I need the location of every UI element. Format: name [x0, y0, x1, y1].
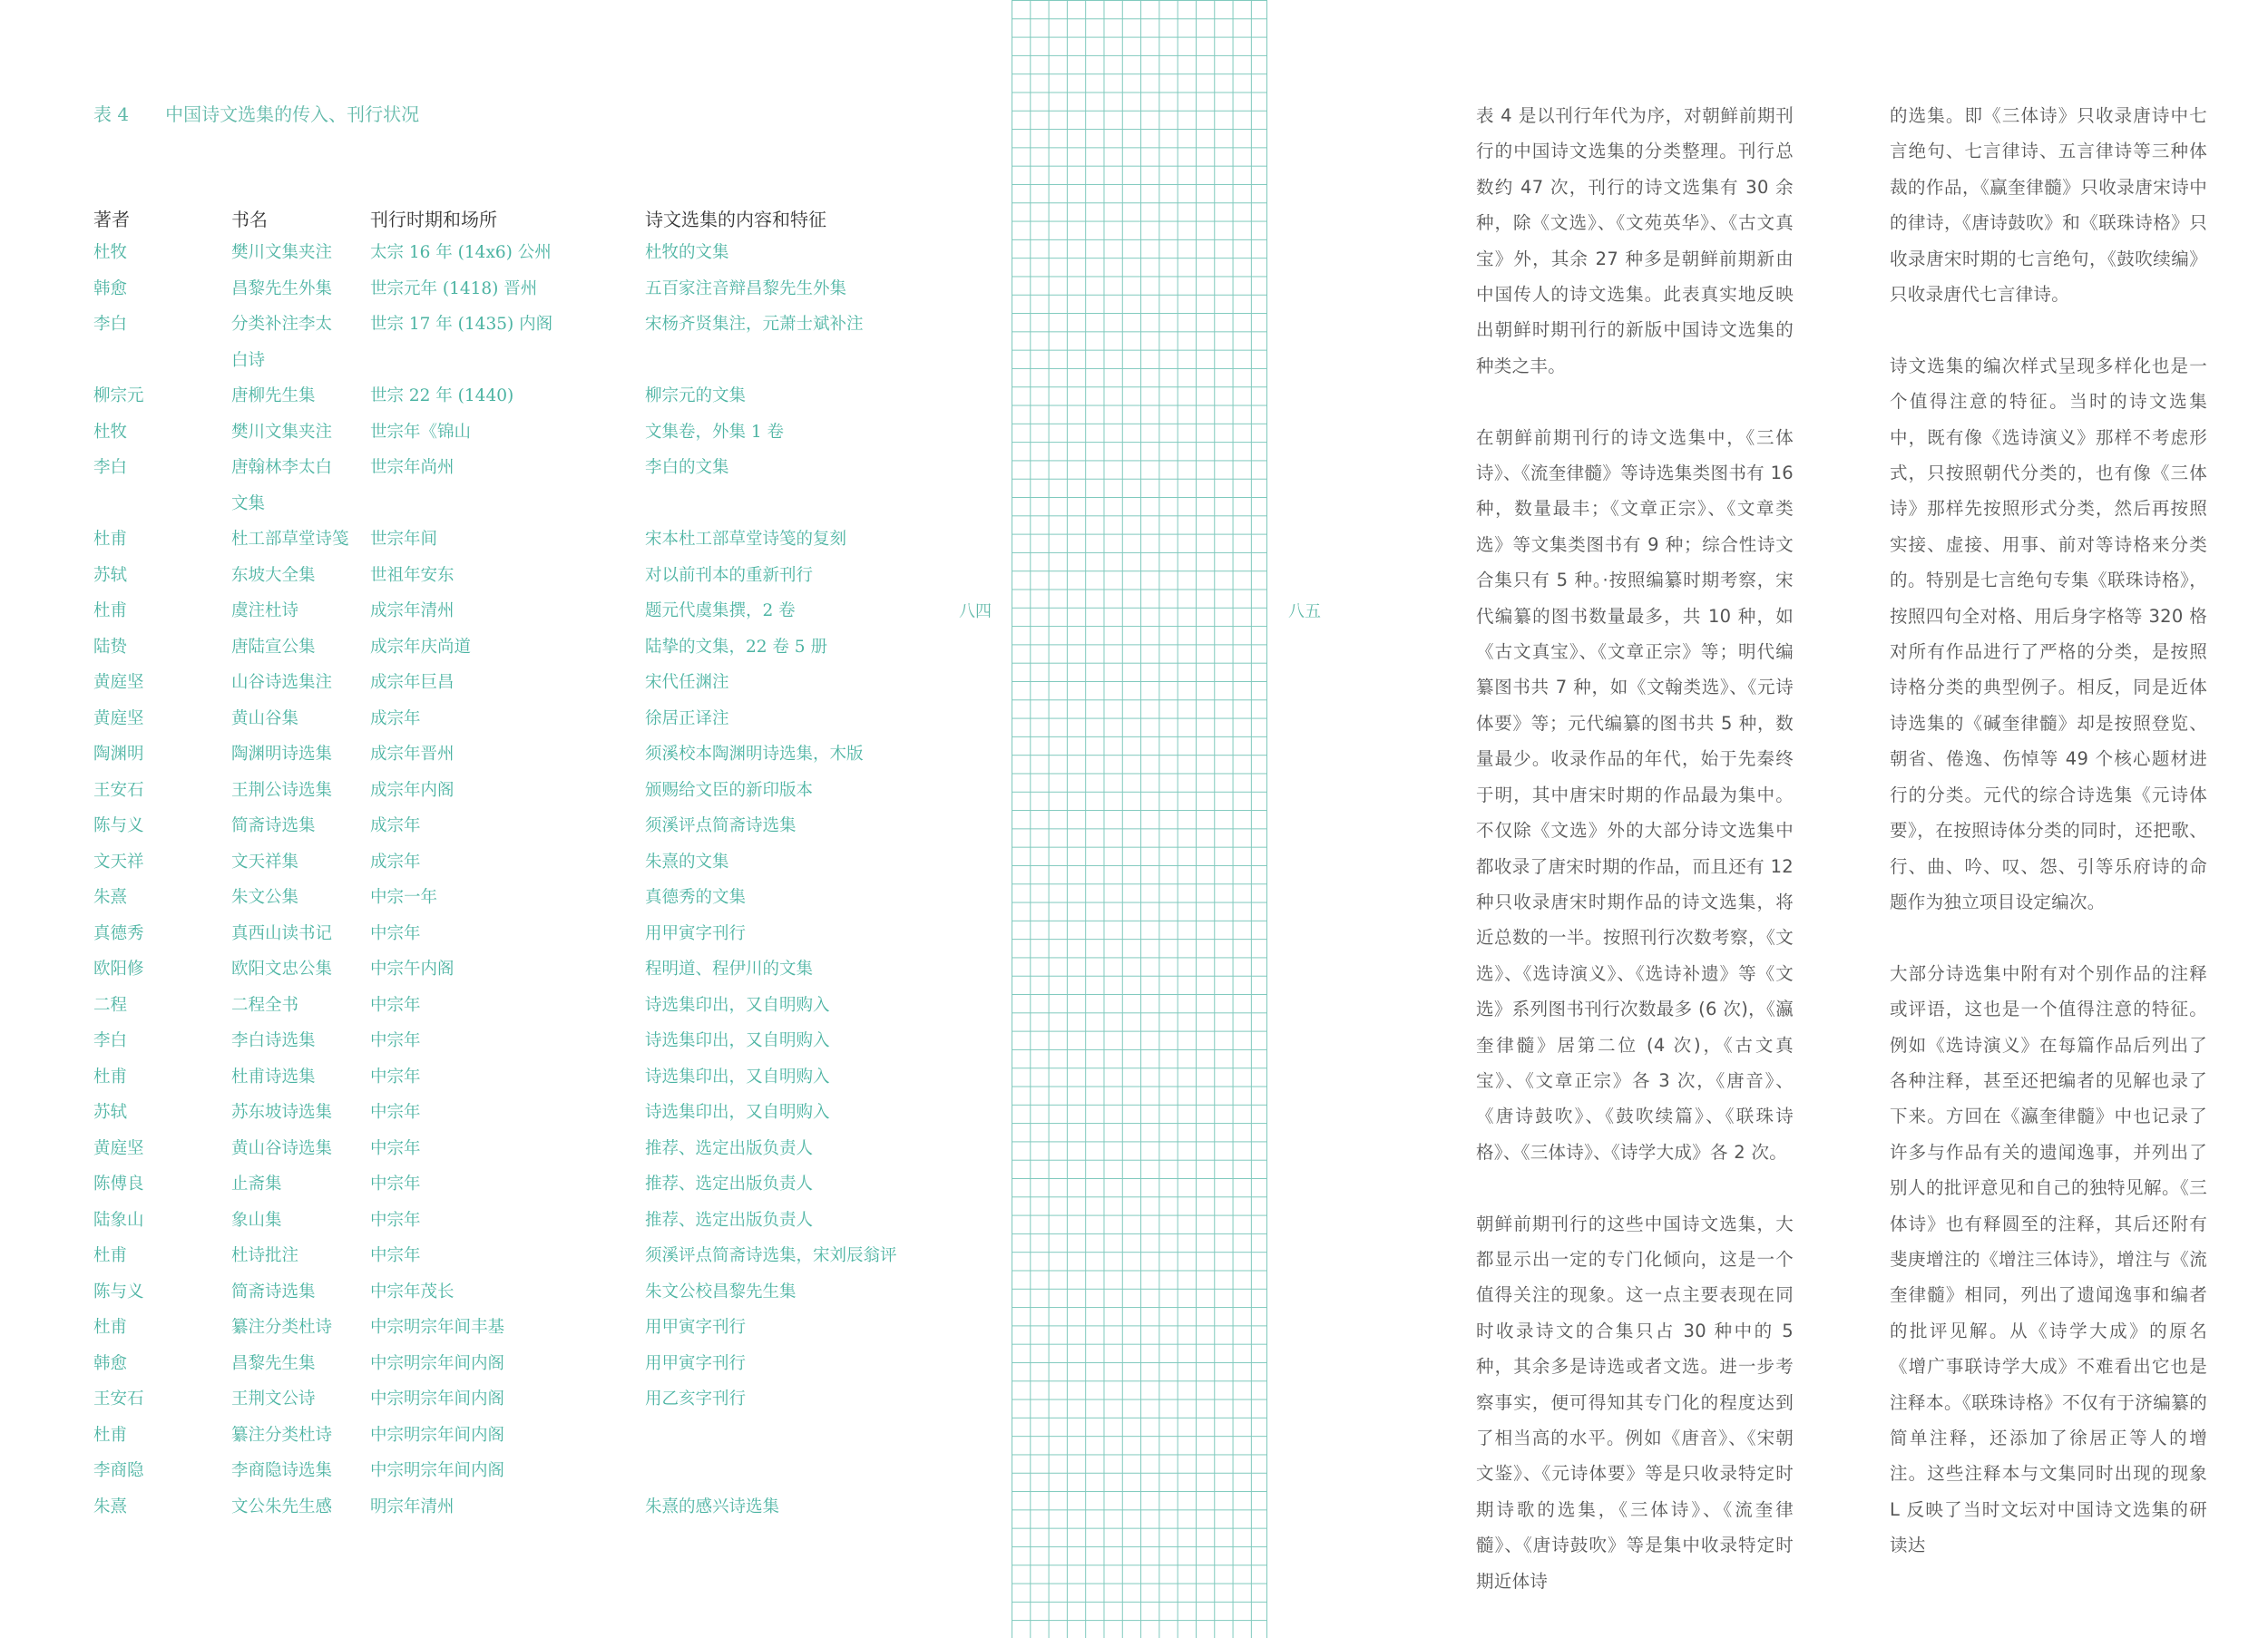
- table-row: [93, 421, 1001, 457]
- cell-date: 世宗元年 (1418) 晋州: [370, 278, 538, 298]
- cell-title: 虞注杜诗: [231, 601, 299, 620]
- cell-author: 陶渊明: [93, 745, 144, 764]
- cell-title: 简斋诗选集: [231, 816, 316, 835]
- table-row: [93, 1424, 1001, 1460]
- cell-date: 中宗一年: [370, 888, 438, 907]
- cell-title: 朱文公集: [231, 888, 299, 907]
- cell-date: 成宗年清州: [370, 601, 455, 620]
- cell-desc: 文集卷，外集 1 卷: [645, 422, 785, 442]
- header-date: 刊行时期和场所: [370, 209, 497, 230]
- cell-desc: 须溪评点简斋诗选集: [645, 816, 797, 835]
- cell-author: 陈与义: [93, 1282, 144, 1302]
- cell-date: 成宗年庆尚道: [370, 637, 472, 657]
- table-row: [93, 1281, 1001, 1317]
- cell-date: 中宗年茂长: [370, 1282, 455, 1302]
- cell-desc: 宋本杜工部草堂诗笺的复刻: [645, 530, 847, 549]
- cell-desc: 宋代任渊注: [645, 673, 729, 692]
- table-row: [93, 1209, 1001, 1245]
- cell-author: 韩愈: [93, 1353, 128, 1373]
- cell-title: 唐陆宣公集: [231, 637, 316, 657]
- cell-desc: 对以前刊本的重新刊行: [645, 565, 814, 585]
- cell-title: 纂注分类杜诗: [231, 1318, 333, 1337]
- cell-title: 黄山谷诗选集: [231, 1138, 333, 1158]
- table-row: [93, 1066, 1001, 1102]
- table-row: [93, 528, 1001, 564]
- cell-title: 东坡大全集: [231, 565, 316, 585]
- table-row: [93, 636, 1001, 672]
- cell-author: 杜甫: [93, 1067, 128, 1087]
- cell-date: 中宗年: [370, 1031, 421, 1050]
- table-row: [93, 814, 1001, 851]
- cell-title: 止斋集: [231, 1175, 282, 1194]
- cell-date: 成宗年内阁: [370, 780, 455, 800]
- cell-date: 中宗年: [370, 1067, 421, 1087]
- cell-title: 文天祥集: [231, 852, 299, 872]
- cell-desc: 颁赐给文臣的新印版本: [645, 780, 814, 800]
- cell-date: 中宗年: [370, 1210, 421, 1230]
- cell-author: 陈傅良: [93, 1175, 144, 1194]
- body-paragraph: 大部分诗选集中附有对个别作品的注释或评语，这也是一个值得注意的特征。例如《选诗演义》在每篇作品后列出了各种注释，甚至还把编者的见解也录了下来。方回在《瀛奎律髓》中也记录了许多与作品有关的遗闻逸事，并列出了别人的批评意见和自己的独特见解。《三体诗》也有释圆至的注释，其后还附有斐庚增注的《增注三体诗》，增注与《流奎律髓》相同，列出了遗闻逸事和编者的批评见解。从《诗学大成》的原名《增广事联诗学大成》不难看出它也是注释本。《联珠诗格》不仅有于济编纂的简单注释，还添加了徐居正等人的增注。这些注释本与文集同时出现的现象 L 反映了当时文坛对中国诗文选集的研读达: [1890, 962, 2207, 1556]
- cell-title: 纂注分类杜诗: [231, 1425, 333, 1445]
- cell-author: 陆贽: [93, 637, 128, 657]
- cell-title: 苏东坡诗选集: [231, 1103, 333, 1122]
- cell-date: 中宗年: [370, 995, 421, 1015]
- cell-title: 昌黎先生外集: [231, 278, 333, 298]
- table-row: [93, 1101, 1001, 1137]
- table-row: [93, 564, 1001, 600]
- cell-title: 樊川文集夹注: [231, 422, 333, 442]
- cell-title: 二程全书: [231, 995, 299, 1015]
- cell-title: 欧阳文忠公集: [231, 960, 333, 979]
- cell-date: 世宗 22 年 (1440): [370, 386, 514, 405]
- cell-date: 中宗年: [370, 1175, 421, 1194]
- cell-desc: 真德秀的文集: [645, 888, 747, 907]
- cell-author: 朱熹: [93, 888, 128, 907]
- table-row: [93, 600, 1001, 636]
- cell-author: 杜甫: [93, 530, 128, 549]
- cell-desc: 用甲寅字刊行: [645, 1353, 747, 1373]
- cell-date: 中宗年: [370, 1138, 421, 1158]
- cell-desc: 朱文公校昌黎先生集: [645, 1282, 797, 1302]
- table-row: [93, 886, 1001, 922]
- table-row: [93, 958, 1001, 994]
- cell-title: 王荆公诗选集: [231, 780, 333, 800]
- table-title: 中国诗文选集的传入、刊行状况: [165, 103, 420, 125]
- cell-date: 中宗明宗年间内阁: [370, 1461, 505, 1480]
- cell-desc: 推荐、选定出版负责人: [645, 1138, 814, 1158]
- cell-author: 黄庭坚: [93, 673, 144, 692]
- cell-author: 李白: [93, 1031, 128, 1050]
- body-paragraph: 在朝鲜前期刊行的诗文选集中，《三体诗》、《流奎律髓》等诗选集类图书有 16 种，数量最丰；《文章正宗》、《文章类选》等文集类图书有 9 种；综合性诗文合集只有 5 种。·按照编纂时期考察，宋代编纂的图书数量最多，共 10 种，如《古文真宝》、《文章正宗》等；明代编纂图书共 7 种，如《文翰类选》、《元诗体要》等；元代编纂的图书共 5 种，数量最少。收录作品的年代，始于先秦终于明，其中唐宋时期的作品最为集中。不仅除《文选》外的大部分诗文选集中都收录了唐宋时期的作品，而且还有 12 种只收录唐宋时期作品的诗文选集，将近总数的一半。按照刊行次数考察，《文选》、《选诗演义》、《选诗补遗》等《文选》系列图书刊行次数最多 (6 次)，《瀛奎律髓》居第二位 (4 次)，《古文真宝》、《文章正宗》各 3 次，《唐音》、《唐诗鼓吹》、《鼓吹续篇》、《联珠诗格》、《三体诗》、《诗学大成》各 2 次。: [1476, 426, 1794, 1163]
- cell-author: 文天祥: [93, 852, 144, 872]
- cell-date: 世宗年尚州: [370, 458, 455, 477]
- cell-desc: 柳宗元的文集: [645, 386, 747, 405]
- table-row: [93, 456, 1001, 492]
- cell-desc: 诗选集印出，又自明购入: [645, 1103, 830, 1122]
- cell-desc: 杜牧的文集: [645, 243, 729, 262]
- table-body: [93, 241, 1001, 1531]
- cell-author: 陈与义: [93, 816, 144, 835]
- cell-author: 苏轼: [93, 1103, 128, 1122]
- table-row: [93, 1244, 1001, 1281]
- cell-author: 李白: [93, 315, 128, 334]
- cell-title: 王荆文公诗: [231, 1389, 316, 1409]
- cell-title: 唐翰林李太白: [231, 458, 333, 477]
- cell-desc: 陆挚的文集，22 卷 5 册: [645, 637, 827, 657]
- cell-title: 樊川文集夹注: [231, 243, 333, 262]
- page-number-left: 八四: [959, 602, 992, 621]
- cell-date: 世祖年安东: [370, 565, 455, 585]
- cell-author: 李商隐: [93, 1461, 144, 1480]
- cell-author: 朱熹: [93, 1497, 128, 1516]
- header-author: 著者: [93, 209, 130, 230]
- cell-date: 中宗明宗年间内阁: [370, 1425, 505, 1445]
- table-row: [93, 278, 1001, 314]
- cell-author: 陆象山: [93, 1210, 144, 1230]
- cell-author: 杜牧: [93, 422, 128, 442]
- cell-date: 成宗年: [370, 852, 421, 872]
- cell-desc: 五百家注音辩昌黎先生外集: [645, 278, 847, 298]
- table-row: [93, 707, 1001, 744]
- cell-title: 杜工部草堂诗笺: [231, 530, 349, 549]
- table-row: [93, 1496, 1001, 1532]
- body-paragraph: 诗文选集的编次样式呈现多样化也是一个值得注意的特征。当时的诗文选集中，既有像《选诗演义》那样不考虑形式，只按照朝代分类的，也有像《三体诗》那样先按照形式分类，然后再按照实接、虚接、用事、前对等诗格来分类的。特别是七言绝句专集《联珠诗格》，按照四句全对格、用后身字格等 320 格对所有作品进行了严格的分类，是按照诗格分类的典型例子。相反，同是近体诗选集的《碱奎律髓》却是按照登览、朝省、倦逸、伤悼等 49 个核心题材进行的分类。元代的综合诗选集《元诗体要》，在按照诗体分类的同时，还把歌、行、曲、吟、叹、怨、引等乐府诗的命题作为独立项目设定编次。: [1890, 355, 2207, 912]
- cell-author: 苏轼: [93, 565, 128, 585]
- cell-desc: 用甲寅字刊行: [645, 923, 747, 943]
- cell-desc: 推荐、选定出版负责人: [645, 1175, 814, 1194]
- cell-desc: 须溪校本陶渊明诗选集，木版: [645, 745, 864, 764]
- cell-date: 成宗年: [370, 708, 421, 728]
- cell-title: 李商隐诗选集: [231, 1461, 333, 1480]
- cell-author: 欧阳修: [93, 960, 144, 979]
- table-number: 表 4: [93, 103, 130, 125]
- cell-title: 黄山谷集: [231, 708, 299, 728]
- cell-desc: 宋杨齐贤集注，元萧士斌补注: [645, 315, 864, 334]
- body-paragraph: 表 4 是以刊行年代为序，对朝鲜前期刊行的中国诗文选集的分类整理。刊行总数约 47 次，刊行的诗文选集有 30 余种，除《文选》、《文苑英华》、《古文真宝》外，其余 27 种多是朝鲜前期新由中国传人的诗文选集。此表真实地反映出朝鲜时期刊行的新版中国诗文选集的种类之丰。: [1476, 105, 1794, 376]
- cell-author: 真德秀: [93, 923, 144, 943]
- body-paragraph: 的选集。即《三体诗》只收录唐诗中七言绝句、七言律诗、五言律诗等三种体裁的作品，《赢奎律髓》只收录唐宋诗中的律诗，《唐诗鼓吹》和《联珠诗格》只收录唐宋时期的七言绝句，《鼓吹续编》只收录唐代七言律诗。: [1890, 105, 2207, 306]
- table-row: [93, 743, 1001, 779]
- cell-desc: 程明道、程伊川的文集: [645, 960, 814, 979]
- cell-author: 杜牧: [93, 243, 128, 262]
- table-row: [93, 671, 1001, 707]
- cell-author: 王安石: [93, 780, 144, 800]
- cell-title-cont: 白诗: [231, 350, 266, 370]
- cell-title: 杜甫诗选集: [231, 1067, 316, 1087]
- table-row: [93, 922, 1001, 959]
- table-header: [93, 205, 1001, 241]
- cell-author: 黄庭坚: [93, 708, 144, 728]
- cell-author: 杜甫: [93, 1425, 128, 1445]
- cell-desc: 诗选集印出，又自明购入: [645, 995, 830, 1015]
- cell-title: 象山集: [231, 1210, 282, 1230]
- cell-title: 分类补注李太: [231, 315, 333, 334]
- cell-desc: 题元代虞集撰，2 卷: [645, 601, 796, 620]
- cell-desc: 朱熹的感兴诗选集: [645, 1497, 780, 1516]
- cell-desc: 用乙亥字刊行: [645, 1389, 747, 1409]
- cell-author: 黄庭坚: [93, 1138, 144, 1158]
- table-row: [93, 1137, 1001, 1174]
- cell-desc: 用甲寅字刊行: [645, 1318, 747, 1337]
- cell-desc: 朱熹的文集: [645, 852, 729, 872]
- header-title: 书名: [231, 209, 268, 230]
- cell-date: 明宗年清州: [370, 1497, 455, 1516]
- table-row: [93, 1316, 1001, 1352]
- cell-date: 世宗 17 年 (1435) 内阁: [370, 315, 553, 334]
- cell-title: 陶渊明诗选集: [231, 745, 333, 764]
- cell-title: 简斋诗选集: [231, 1282, 316, 1302]
- cell-title: 文公朱先生感: [231, 1497, 333, 1516]
- table-row: [93, 241, 1001, 278]
- cell-date: 中宗午内阁: [370, 960, 455, 979]
- cell-date: 世宗年《锦山: [370, 422, 472, 442]
- cell-date: 世宗年间: [370, 530, 438, 549]
- table-row: [93, 1459, 1001, 1496]
- cell-date: 中宗明宗年间内阁: [370, 1353, 505, 1373]
- table-row: [93, 1173, 1001, 1209]
- grid-paper-strip: [1012, 0, 1267, 1638]
- table-caption: [93, 100, 419, 126]
- table-row: [93, 385, 1001, 421]
- cell-author: 杜甫: [93, 1246, 128, 1265]
- cell-desc: 诗选集印出，又自明购入: [645, 1031, 830, 1050]
- cell-title: 昌黎先生集: [231, 1353, 316, 1373]
- table-row-continuation: [93, 349, 1001, 385]
- cell-author: 二程: [93, 995, 128, 1015]
- cell-author: 柳宗元: [93, 386, 144, 405]
- cell-title: 李白诗选集: [231, 1031, 316, 1050]
- table-row: [93, 851, 1001, 887]
- page-number-right: 八五: [1288, 602, 1321, 621]
- cell-desc: 李白的文集: [645, 458, 729, 477]
- cell-desc: 须溪评点简斋诗选集，宋刘辰翁评: [645, 1246, 897, 1265]
- cell-title: 真西山读书记: [231, 923, 333, 943]
- table-row: [93, 1352, 1001, 1389]
- cell-date: 成宗年巨昌: [370, 673, 455, 692]
- cell-title: 杜诗批注: [231, 1246, 299, 1265]
- cell-date: 中宗年: [370, 923, 421, 943]
- cell-date: 中宗明宗年间内阁: [370, 1389, 505, 1409]
- cell-date: 中宗明宗年间丰基: [370, 1318, 505, 1337]
- cell-title: 唐柳先生集: [231, 386, 316, 405]
- text-column-b: [1890, 98, 2207, 1599]
- left-page: [0, 0, 1012, 1638]
- table-row: [93, 1029, 1001, 1066]
- table-row-continuation: [93, 492, 1001, 529]
- table-row: [93, 1388, 1001, 1424]
- cell-author: 李白: [93, 458, 128, 477]
- cell-date: 成宗年晋州: [370, 745, 455, 764]
- table-row: [93, 779, 1001, 815]
- cell-desc: 推荐、选定出版负责人: [645, 1210, 814, 1230]
- table-row: [93, 994, 1001, 1030]
- cell-date: 成宗年: [370, 816, 421, 835]
- cell-date: 太宗 16 年 (14x6) 公州: [370, 243, 552, 262]
- cell-author: 杜甫: [93, 1318, 128, 1337]
- cell-title-cont: 文集: [231, 493, 266, 513]
- cell-desc: 诗选集印出，又自明购入: [645, 1067, 830, 1087]
- cell-title: 山谷诗选集注: [231, 673, 333, 692]
- cell-date: 中宗年: [370, 1246, 421, 1265]
- cell-author: 韩愈: [93, 278, 128, 298]
- cell-author: 王安石: [93, 1389, 144, 1409]
- table-row: [93, 313, 1001, 349]
- header-desc: 诗文选集的内容和特征: [645, 209, 826, 230]
- text-column-a: [1476, 98, 1794, 1634]
- cell-author: 杜甫: [93, 601, 128, 620]
- cell-desc: 徐居正译注: [645, 708, 729, 728]
- body-paragraph: 朝鲜前期刊行的这些中国诗文选集，大都显示出一定的专门化倾向，这是一个值得关注的现象。这一点主要表现在同时收录诗文的合集只占 30 种中的 5 种，其余多是诗选或者文选。进一步考察事实，便可得知其专门化的程度达到了相当高的水平。例如《唐音》、《宋朝文鉴》、《元诗体要》等是只收录特定时期诗歌的选集，《三体诗》、《流奎律髓》、《唐诗鼓吹》等是集中收录特定时期近体诗: [1476, 1213, 1794, 1592]
- cell-date: 中宗年: [370, 1103, 421, 1122]
